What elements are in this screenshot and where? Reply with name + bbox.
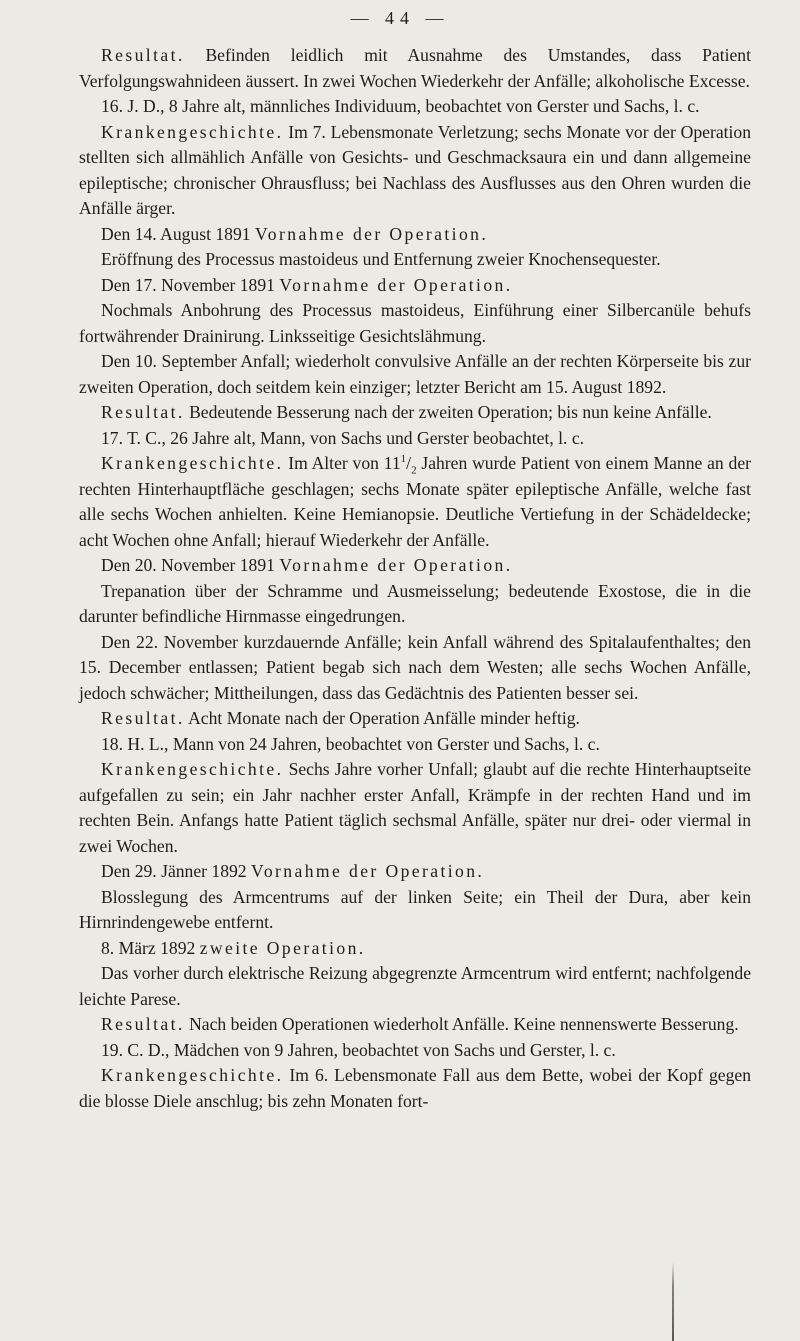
paragraph: [79, 349, 751, 400]
paragraph-spaced-text: Vornahme der Operation.: [251, 861, 485, 881]
paragraph-text: Das vorher durch elektrische Reizung abgegrenzte Armcentrum wird entfernt; nachfolgende leichte Parese.: [79, 963, 751, 1009]
paragraph-text: Acht Monate nach der Operation Anfälle minder heftig.: [184, 708, 580, 728]
paragraph: [79, 451, 751, 553]
paragraph: [79, 1063, 751, 1114]
paragraph-lead: Resultat.: [101, 1014, 185, 1034]
paragraph-text: Blosslegung des Armcentrums auf der linken Seite; ein Theil der Dura, aber kein Hirnrindengewebe entfernt.: [79, 886, 751, 932]
paragraph: [79, 273, 751, 299]
paragraph: [79, 94, 751, 120]
paragraph-text: Den 20. November 1891: [101, 555, 280, 575]
paragraph: [79, 222, 751, 248]
paragraph: [79, 859, 751, 885]
fraction-denominator: 2: [411, 464, 417, 477]
paragraph-spaced-text: zweite Operation.: [199, 937, 366, 958]
paragraph-text: Den 22. November kurzdauernde Anfälle; kein Anfall während des Spitalaufenthaltes; den 15. December entlassen; Patient begab sich nach dem Westen; alle sechs Wochen Anfälle, jedoch schwächer; Mittheilungen, dass das Gedächtnis des Patienten besser sei.: [79, 631, 751, 703]
paragraph-spaced-text: Vornahme der Operation.: [279, 555, 513, 575]
paragraph: [79, 43, 751, 94]
paragraph: [79, 885, 751, 936]
paragraph-text: Nach beiden Operationen wiederholt Anfälle. Keine nennenswerte Besserung.: [184, 1014, 739, 1034]
paragraph-text: Eröffnung des Processus mastoideus und Entfernung zweier Knochensequester.: [101, 249, 661, 269]
paragraph-text: Den 10. September Anfall; wiederholt convulsive Anfälle an der rechten Körperseite bis zur zweiten Operation, doch seitdem kein einziger; letzter Bericht am 15. August 1892.: [79, 351, 751, 397]
paragraph: [79, 732, 751, 758]
paragraph-text: Nochmals Anbohrung des Processus mastoideus, Einführung einer Silbercanüle behufs fortwährender Drainirung. Linksseitige Gesichtslähmung.: [79, 300, 751, 346]
paragraph-text: Im 6. Lebensmonate Fall aus dem Bette, wobei der Kopf gegen die blosse Diele anschlug; bis zehn Monaten fort-: [79, 1065, 751, 1111]
paragraph-text: Im Alter von 11: [283, 453, 401, 473]
paragraph-spaced-text: Vornahme der Operation.: [279, 274, 513, 295]
paragraph-lead: Resultat.: [101, 45, 185, 65]
paragraph: [79, 553, 751, 579]
paragraph: [79, 247, 751, 273]
paragraph-text: 16. J. D., 8 Jahre alt, männliches Individuum, beobachtet von Gerster und Sachs, l. c.: [101, 96, 700, 116]
paragraph: [79, 426, 751, 452]
paragraph-text: Den 29. Jänner 1892: [101, 861, 252, 881]
paragraph-lead: Krankengeschichte.: [101, 1065, 284, 1085]
paragraph: [79, 630, 751, 707]
paragraph-lead: Resultat.: [101, 708, 185, 728]
paragraph-lead: Krankengeschichte.: [101, 453, 284, 473]
paragraph: [79, 1012, 751, 1038]
fraction-numerator: 1: [400, 453, 407, 466]
paragraph-spaced-text: Vornahme der Operation.: [254, 223, 489, 244]
paragraph: [79, 120, 751, 222]
page-number: — 44 —: [350, 8, 450, 28]
paragraph-text: Bedeutende Besserung nach der zweiten Operation; bis nun keine Anfälle.: [184, 402, 712, 422]
paragraph: [79, 961, 751, 1012]
body-text: [79, 43, 751, 1114]
paragraph-text: Den 14. August 1891: [101, 223, 255, 244]
paragraph: [79, 400, 751, 426]
paragraph-text: 19. C. D., Mädchen von 9 Jahren, beobachtet von Sachs und Gerster, l. c.: [101, 1039, 616, 1060]
scan-edge-shadow: [672, 1262, 674, 1341]
paragraph: [79, 298, 751, 349]
paragraph: [79, 579, 751, 630]
paragraph-text: Im 7. Lebensmonate Verletzung; sechs Monate vor der Operation stellten sich allmählich Anfälle von Gesichts- und Geschmacksaura ein und dann allgemeine epileptische; chronischer Ohrausfluss; bei Nachlass des Ausflusses aus den Ohren wurden die Anfälle ärger.: [79, 121, 751, 218]
paragraph-text: 8. März 1892: [101, 937, 200, 958]
paragraph: [79, 936, 751, 962]
paragraph-text: Sechs Jahre vorher Unfall; glaubt auf die rechte Hinterhauptseite aufgefallen zu sein; ein Jahr nachher erster Anfall, Krämpfe in der rechten Hand und im rechten Bein. Anfangs hatte Patient täglich sechsmal Anfälle, später nur drei- oder viermal in zwei Wochen.: [79, 759, 751, 856]
paragraph-text: Den 17. November 1891: [101, 274, 280, 295]
paragraph-text: 17. T. C., 26 Jahre alt, Mann, von Sachs und Gerster beobachtet, l. c.: [101, 427, 585, 448]
paragraph-lead: Krankengeschichte.: [101, 759, 284, 779]
paragraph: [79, 706, 751, 732]
paragraph: [79, 1038, 751, 1064]
paragraph-text: Befinden leidlich mit Ausnahme des Umstandes, dass Patient Verfolgungswahnideen äussert. In zwei Wochen Wiederkehr der Anfälle; alkoholische Excesse.: [79, 45, 751, 91]
paragraph-lead: Krankengeschichte.: [101, 121, 284, 142]
paragraph-lead: Resultat.: [101, 402, 185, 422]
paragraph: [79, 757, 751, 859]
paragraph-text: Trepanation über der Schramme und Ausmeisselung; bedeutende Exostose, die in die darunter befindliche Hirnmasse eingedrungen.: [79, 580, 751, 626]
fraction-slash: /: [406, 453, 412, 473]
paragraph-text: 18. H. L., Mann von 24 Jahren, beobachtet von Gerster und Sachs, l. c.: [101, 733, 600, 754]
paragraph-text-continued: Jahren wurde Patient von einem Manne an der rechten Hinterhauptfläche geschlagen; sechs Monate später epileptische Anfälle, welche fast alle sechs Wochen anhielten. Keine Hemianopsie. Deutliche Vertiefung in der Schädeldecke; acht Wochen ohne Anfall; hierauf Wiederkehr der Anfälle.: [79, 453, 751, 550]
